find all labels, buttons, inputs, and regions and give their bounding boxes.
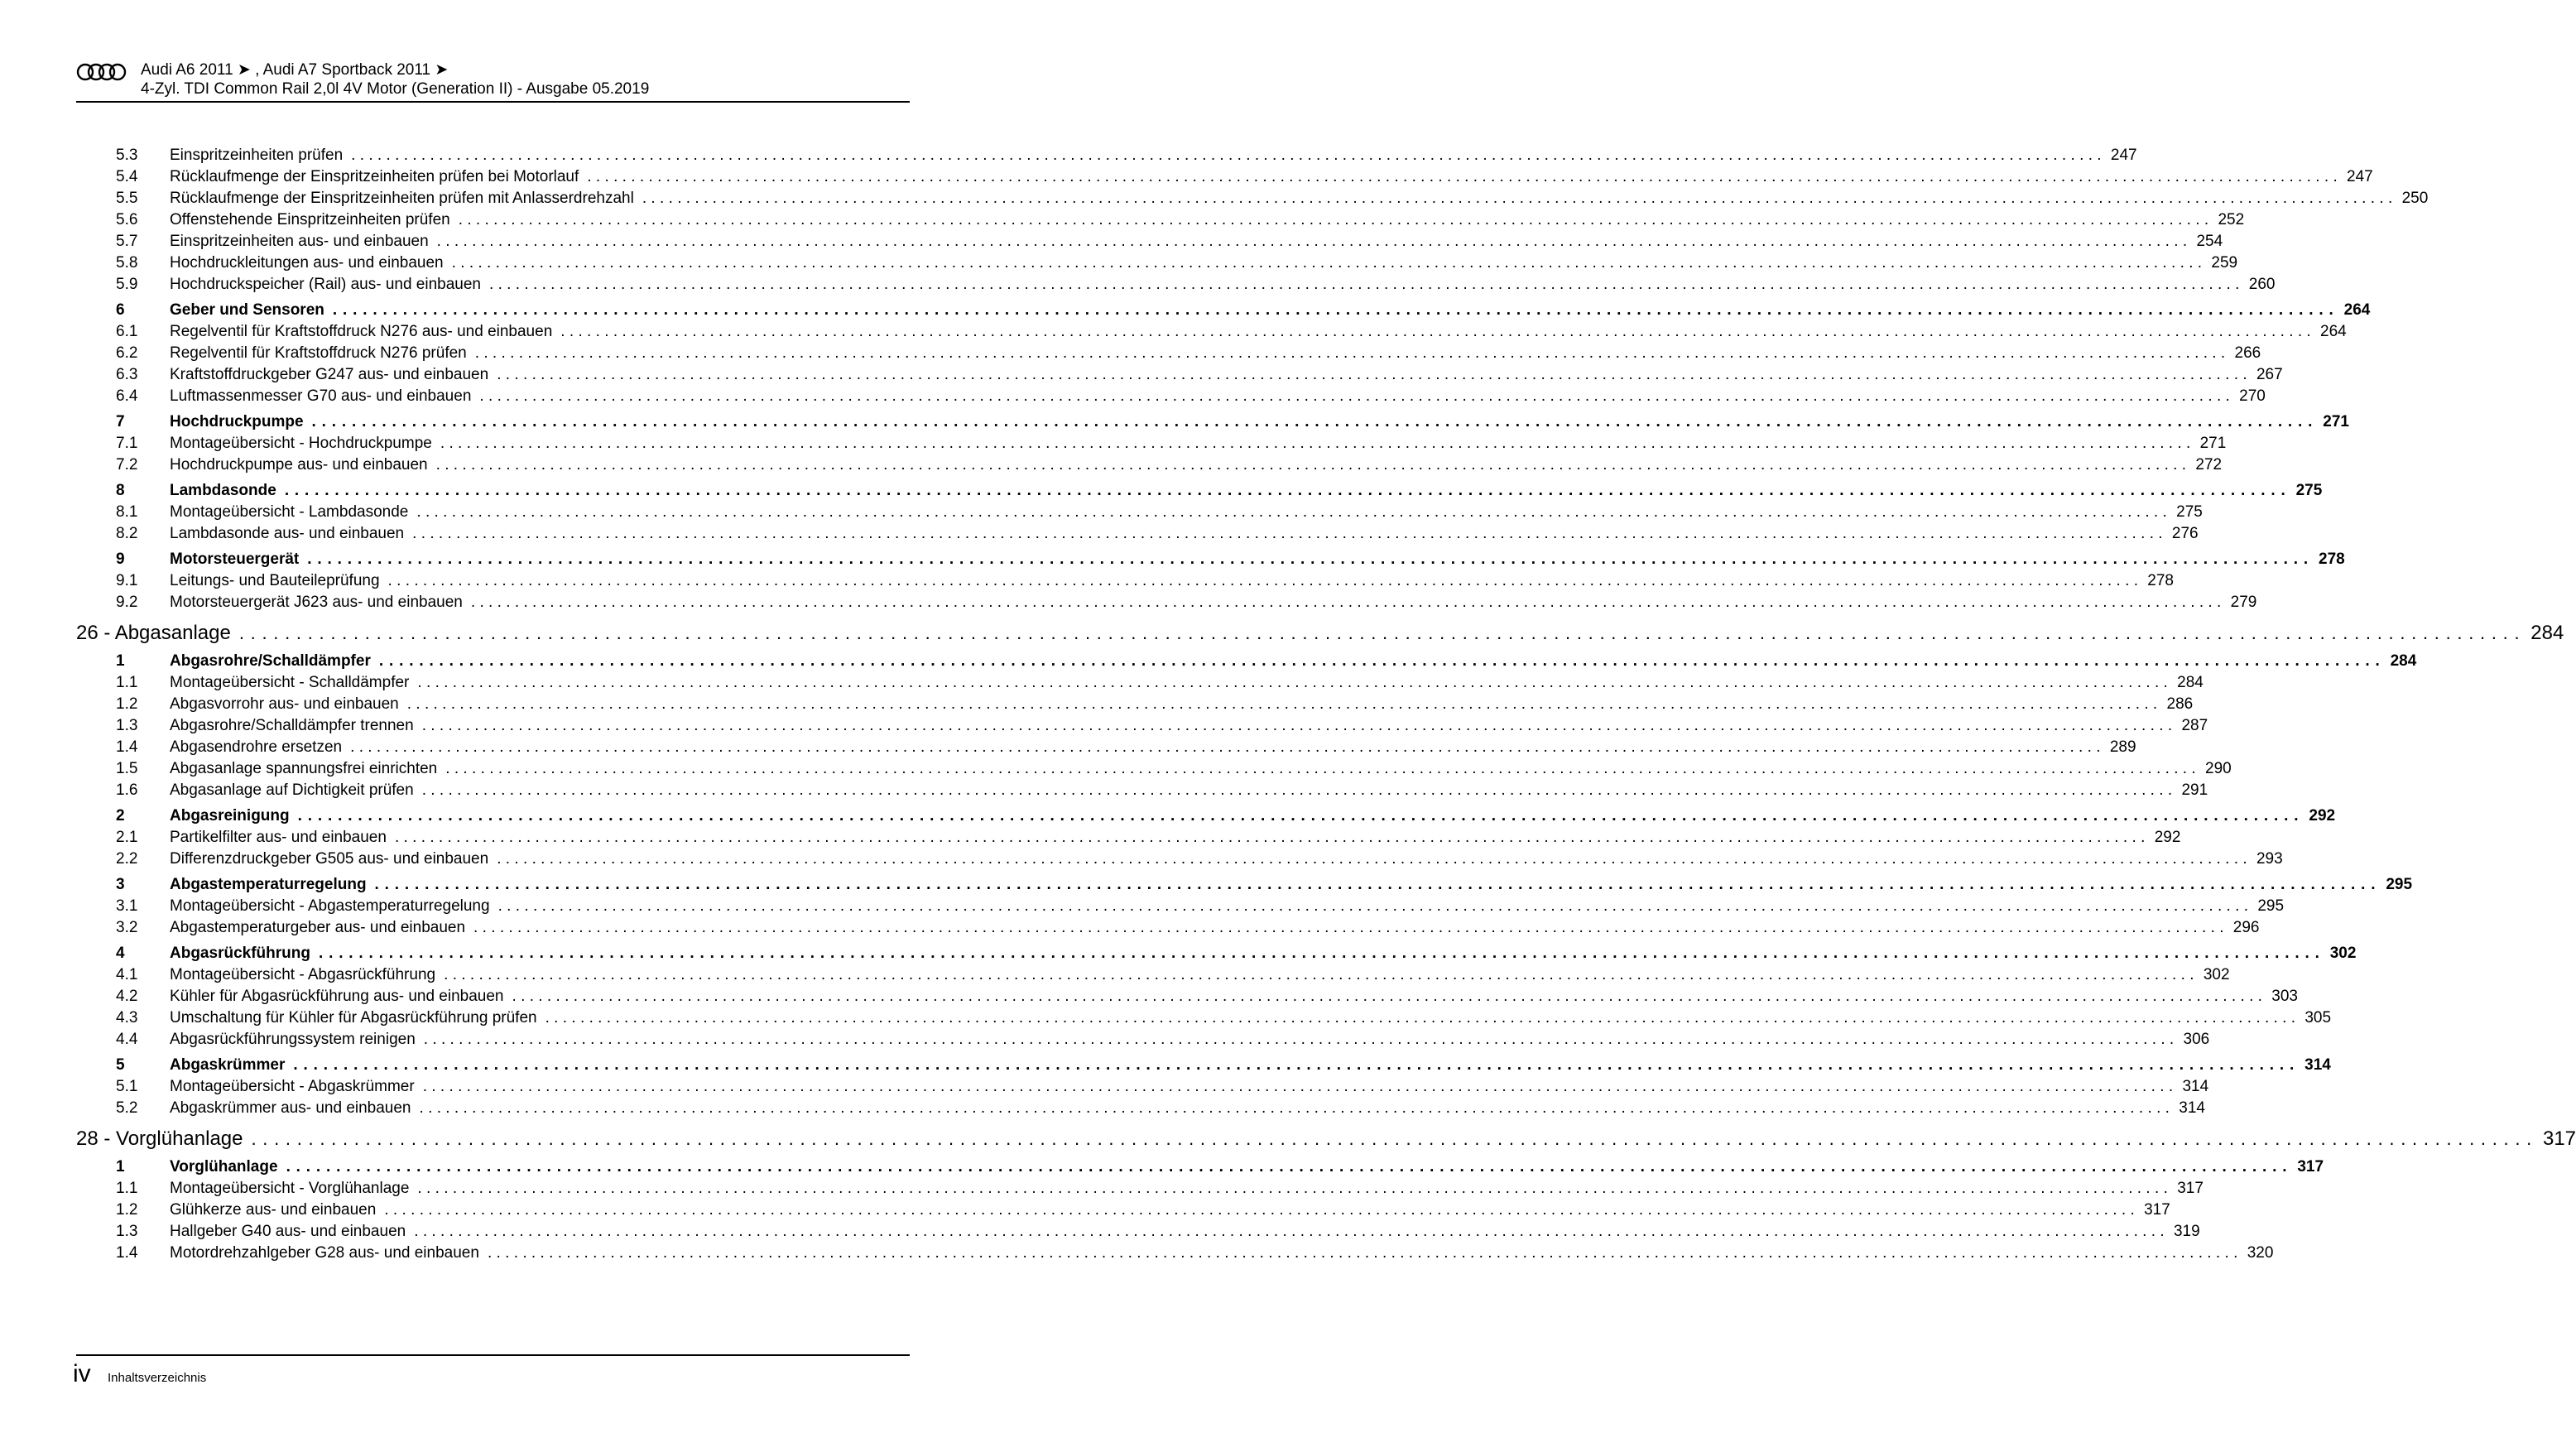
toc-entry-title[interactable]: 28 - Vorglühanlage — [76, 1127, 243, 1150]
toc-entry-page: 271 — [2199, 435, 2227, 452]
toc-dot-leader: ........................................................................................................................................................................................................ — [419, 1099, 2175, 1117]
toc-entry-title[interactable]: Glühkerze aus- und einbauen — [170, 1201, 377, 1219]
toc-entry-number: 8.2 — [116, 525, 138, 542]
toc-entry-page: 286 — [2166, 695, 2194, 713]
toc-entry-title[interactable]: Abgasvorrohr aus- und einbauen — [170, 695, 399, 713]
toc-section-row[interactable] — [76, 1055, 2331, 1076]
toc-subsection-row[interactable] — [76, 252, 2238, 274]
toc-entry-page: 290 — [2205, 760, 2232, 777]
toc-entry-number: 5.6 — [116, 211, 138, 228]
toc-entry-page: 302 — [2203, 966, 2230, 983]
toc-entry-title[interactable]: Abgasrückführungssystem reinigen — [170, 1031, 416, 1048]
toc-entry-title[interactable]: Vorglühanlage — [170, 1158, 278, 1176]
toc-entry-page: 284 — [2530, 622, 2564, 644]
toc-entry-title[interactable]: Rücklaufmenge der Einspritzeinheiten prüfen mit Anlasserdrehzahl — [170, 190, 634, 207]
toc-dot-leader: ........................................................................................................................................................................................................ — [374, 876, 2381, 893]
toc-entry-number: 1.3 — [116, 1223, 138, 1240]
toc-entry-page: 271 — [2323, 413, 2349, 430]
toc-entry-page: 260 — [2248, 276, 2276, 293]
toc-entry-title[interactable]: Umschaltung für Kühler für Abgasrückführung prüfen — [170, 1009, 537, 1026]
toc-entry-page: 272 — [2195, 456, 2223, 474]
toc-section-row[interactable] — [76, 943, 2357, 964]
toc-subsection-row[interactable] — [76, 780, 2208, 801]
toc-entry-page: 275 — [2295, 482, 2323, 499]
toc-dot-leader: ........................................................................................................................................................................................................ — [512, 988, 2267, 1005]
toc-dot-leader: ........................................................................................................................................................................................................ — [284, 482, 2291, 499]
footer-section-label: Inhaltsverzeichnis — [108, 1371, 207, 1385]
toc-chapter-row[interactable] — [76, 1126, 2576, 1152]
toc-entry-page: 303 — [2271, 988, 2298, 1005]
toc-dot-leader: ........................................................................................................................................................................................................ — [421, 717, 2177, 734]
toc-subsection-row[interactable] — [76, 209, 2245, 231]
toc-entry-page: 319 — [2173, 1223, 2200, 1240]
toc-dot-leader: ........................................................................................................................................................................................................ — [488, 276, 2244, 293]
toc-entry-number: 5.4 — [116, 168, 138, 185]
toc-entry-title[interactable]: Abgasrückführung — [170, 945, 310, 962]
toc-entry-page: 278 — [2147, 572, 2174, 589]
toc-entry-number: 1 — [116, 1158, 125, 1176]
toc-entry-page: 276 — [2171, 525, 2199, 542]
toc-entry-title[interactable]: Einspritzeinheiten prüfen — [170, 147, 344, 164]
toc-entry-page: 314 — [2304, 1056, 2331, 1074]
toc-entry-number: 7.1 — [116, 435, 138, 452]
toc-dot-leader: ........................................................................................................................................................................................................ — [416, 503, 2172, 521]
toc-subsection-row[interactable] — [76, 737, 2136, 758]
toc-subsection-row[interactable] — [76, 1221, 2200, 1243]
toc-subsection-row[interactable] — [76, 672, 2204, 694]
toc-entry-number: 1.3 — [116, 717, 138, 734]
toc-section-row[interactable] — [76, 549, 2345, 570]
toc-dot-leader: ........................................................................................................................................................................................................ — [286, 1158, 2293, 1176]
toc-dot-leader: ........................................................................................................................................................................................................ — [414, 1223, 2169, 1240]
toc-entry-number: 2.2 — [116, 850, 138, 868]
toc-entry-title[interactable]: Montageübersicht - Lambdasonde — [170, 503, 409, 521]
toc-dot-leader: ........................................................................................................................................................................................................ — [297, 807, 2304, 825]
toc-subsection-row[interactable] — [76, 321, 2347, 343]
toc-section-row[interactable] — [76, 874, 2413, 896]
toc-subsection-row[interactable] — [76, 433, 2227, 454]
toc-entry-title[interactable]: Kraftstoffdruckgeber G247 aus- und einbauen — [170, 366, 489, 383]
toc-entry-number: 1.2 — [116, 1201, 138, 1219]
toc-entry-page: 284 — [2390, 652, 2417, 670]
toc-entry-page: 306 — [2183, 1031, 2210, 1048]
toc-subsection-row[interactable] — [76, 188, 2429, 209]
toc-subsection-row[interactable] — [76, 986, 2298, 1007]
toc-chapter-row[interactable] — [76, 620, 2564, 647]
audi-rings-logo-icon — [76, 62, 127, 82]
toc-subsection-row[interactable] — [76, 231, 2223, 252]
toc-entry-page: 320 — [2247, 1244, 2274, 1262]
toc-entry-page: 314 — [2179, 1099, 2205, 1117]
toc-entry-page: 250 — [2401, 190, 2429, 207]
toc-dot-leader: ........................................................................................................................................................................................................ — [560, 323, 2316, 340]
toc-section-row[interactable] — [76, 805, 2336, 827]
toc-entry-number: 6 — [116, 301, 125, 319]
toc-dot-leader: ........................................................................................................................................................................................................ — [497, 850, 2252, 868]
toc-subsection-row[interactable] — [76, 343, 2261, 364]
footer-divider — [76, 1354, 910, 1356]
toc-subsection-row[interactable] — [76, 1007, 2332, 1029]
toc-dot-leader: ........................................................................................................................................................................................................ — [435, 456, 2191, 474]
toc-dot-leader: ........................................................................................................................................................................................................ — [451, 254, 2207, 272]
toc-entry-number: 5 — [116, 1056, 125, 1074]
toc-entry-page: 317 — [2297, 1158, 2324, 1176]
toc-dot-leader: ........................................................................................................................................................................................................ — [474, 344, 2230, 362]
toc-entry-title[interactable]: Kühler für Abgasrückführung aus- und einbauen — [170, 988, 504, 1005]
toc-entry-number: 6.3 — [116, 366, 138, 383]
toc-entry-title[interactable]: Motorsteuergerät J623 aus- und einbauen — [170, 594, 463, 611]
toc-entry-title[interactable]: Hallgeber G40 aus- und einbauen — [170, 1223, 406, 1240]
toc-entry-number: 9 — [116, 551, 125, 568]
toc-entry-page: 252 — [2218, 211, 2245, 228]
toc-entry-number: 8 — [116, 482, 125, 499]
toc-subsection-row[interactable] — [76, 454, 2223, 476]
toc-section-row[interactable] — [76, 651, 2417, 672]
toc-entry-page: 266 — [2234, 344, 2261, 362]
toc-entry-number: 3.1 — [116, 897, 138, 915]
toc-entry-number: 7.2 — [116, 456, 138, 474]
toc-subsection-row[interactable] — [76, 274, 2276, 296]
toc-entry-number: 4.4 — [116, 1031, 138, 1048]
toc-entry-title[interactable]: Abgasanlage auf Dichtigkeit prüfen — [170, 781, 414, 799]
toc-entry-title[interactable]: Partikelfilter aus- und einbauen — [170, 829, 387, 846]
toc-section-row[interactable] — [76, 1156, 2324, 1178]
toc-dot-leader: ........................................................................................................................................................................................................ — [642, 190, 2397, 207]
toc-entry-number: 6.2 — [116, 344, 138, 362]
toc-entry-page: 317 — [2542, 1127, 2576, 1150]
toc-dot-leader: ........................................................................................................................................................................................................ — [351, 147, 2106, 164]
toc-entry-number: 1.1 — [116, 1180, 138, 1197]
toc-subsection-row[interactable] — [76, 502, 2203, 523]
toc-dot-leader: ........................................................................................................................................................................................................ — [238, 623, 2526, 643]
toc-dot-leader: ........................................................................................................................................................................................................ — [412, 525, 2167, 542]
toc-entry-title[interactable]: Abgaskrümmer aus- und einbauen — [170, 1099, 411, 1117]
toc-entry-title[interactable]: Lambdasonde aus- und einbauen — [170, 525, 405, 542]
toc-subsection-row[interactable] — [76, 166, 2373, 188]
toc-dot-leader: ........................................................................................................................................................................................................ — [587, 168, 2343, 185]
toc-entry-page: 314 — [2182, 1078, 2209, 1095]
toc-subsection-row[interactable] — [76, 145, 2137, 166]
toc-entry-page: 293 — [2256, 850, 2283, 868]
toc-dot-leader: ........................................................................................................................................................................................................ — [487, 1244, 2242, 1262]
toc-dot-leader: ........................................................................................................................................................................................................ — [378, 652, 2386, 670]
toc-entry-number: 2 — [116, 807, 125, 825]
toc-entry-title[interactable]: Abgaskrümmer — [170, 1056, 286, 1074]
toc-entry-title[interactable]: Montageübersicht - Abgastemperaturregelung — [170, 897, 490, 915]
toc-entry-title[interactable]: Rücklaufmenge der Einspritzeinheiten prüfen bei Motorlauf — [170, 168, 579, 185]
toc-entry-page: 259 — [2211, 254, 2238, 272]
toc-entry-title[interactable]: Differenzdruckgeber G505 aus- und einbauen — [170, 850, 489, 868]
toc-entry-page: 284 — [2177, 674, 2204, 691]
toc-entry-page: 278 — [2319, 551, 2345, 568]
toc-entry-title[interactable]: Geber und Sensoren — [170, 301, 324, 319]
toc-entry-page: 247 — [2110, 147, 2137, 164]
toc-dot-leader: ........................................................................................................................................................................................................ — [421, 781, 2177, 799]
toc-entry-number: 9.2 — [116, 594, 138, 611]
toc-entry-page: 254 — [2196, 233, 2223, 250]
toc-dot-leader: ........................................................................................................................................................................................................ — [307, 551, 2314, 568]
footer-page-number: iv — [73, 1360, 91, 1387]
toc-entry-number: 5.8 — [116, 254, 138, 272]
toc-subsection-row[interactable] — [76, 523, 2199, 545]
toc-entry-page: 292 — [2154, 829, 2181, 846]
toc-section-row[interactable] — [76, 411, 2349, 433]
toc-entry-title[interactable]: Montageübersicht - Schalldämpfer — [170, 674, 410, 691]
toc-entry-number: 3 — [116, 876, 125, 893]
toc-entry-title[interactable]: Regelventil für Kraftstoffdruck N276 aus- und einbauen — [170, 323, 553, 340]
toc-entry-page: 317 — [2177, 1180, 2204, 1197]
toc-entry-number: 1.4 — [116, 1244, 138, 1262]
toc-entry-number: 9.1 — [116, 572, 138, 589]
toc-dot-leader: ........................................................................................................................................................................................................ — [444, 966, 2199, 983]
toc-entry-title[interactable]: Hochdruckpumpe — [170, 413, 304, 430]
toc-entry-title[interactable]: Abgastemperaturregelung — [170, 876, 367, 893]
toc-dot-leader: ........................................................................................................................................................................................................ — [318, 945, 2325, 962]
toc-entry-title[interactable]: Abgasreinigung — [170, 807, 290, 825]
toc-entry-page: 305 — [2304, 1009, 2332, 1026]
toc-entry-page: 264 — [2320, 323, 2347, 340]
toc-entry-title[interactable]: Hochdruckpumpe aus- und einbauen — [170, 456, 428, 474]
toc-entry-page: 317 — [2144, 1201, 2170, 1219]
toc-entry-number: 5.1 — [116, 1078, 138, 1095]
toc-entry-title[interactable]: Motordrehzahlgeber G28 aus- und einbauen — [170, 1244, 479, 1262]
toc-dot-leader: ........................................................................................................................................................................................................ — [387, 572, 2143, 589]
toc-entry-number: 5.3 — [116, 147, 138, 164]
toc-entry-number: 5.9 — [116, 276, 138, 293]
header-engine-line: 4-Zyl. TDI Common Rail 2,0l 4V Motor (Generation II) - Ausgabe 05.2019 — [141, 80, 650, 98]
toc-section-row[interactable] — [76, 300, 2371, 321]
toc-entry-page: 275 — [2176, 503, 2203, 521]
toc-dot-leader: ........................................................................................................................................................................................................ — [497, 366, 2252, 383]
toc-subsection-row[interactable] — [76, 364, 2283, 386]
toc-dot-leader: ........................................................................................................................................................................................................ — [293, 1056, 2300, 1074]
toc-entry-number: 8.1 — [116, 503, 138, 521]
toc-subsection-row[interactable] — [76, 592, 2257, 613]
toc-dot-leader: ........................................................................................................................................................................................................ — [497, 897, 2253, 915]
toc-entry-number: 1.1 — [116, 674, 138, 691]
toc-entry-page: 279 — [2230, 594, 2257, 611]
toc-dot-leader: ........................................................................................................................................................................................................ — [479, 387, 2235, 405]
toc-entry-title[interactable]: Montageübersicht - Vorglühanlage — [170, 1180, 410, 1197]
toc-entry-number: 1.5 — [116, 760, 138, 777]
toc-entry-number: 5.5 — [116, 190, 138, 207]
toc-dot-leader: ........................................................................................................................................................................................................ — [458, 211, 2213, 228]
toc-entry-title[interactable]: 26 - Abgasanlage — [76, 622, 231, 644]
toc-subsection-row[interactable] — [76, 1243, 2274, 1264]
toc-entry-number: 6.1 — [116, 323, 138, 340]
toc-dot-leader: ........................................................................................................................................................................................................ — [417, 1180, 2173, 1197]
toc-dot-leader: ........................................................................................................................................................................................................ — [350, 738, 2105, 756]
toc-section-row[interactable] — [76, 480, 2323, 502]
toc-dot-leader: ........................................................................................................................................................................................................ — [436, 233, 2192, 250]
toc-entry-page: 292 — [2309, 807, 2336, 825]
toc-entry-title[interactable]: Montageübersicht - Hochdruckpumpe — [170, 435, 432, 452]
toc-entry-number: 5.2 — [116, 1099, 138, 1117]
toc-subsection-row[interactable] — [76, 1098, 2205, 1119]
toc-entry-number: 2.1 — [116, 829, 138, 846]
toc-dot-leader: ........................................................................................................................................................................................................ — [406, 695, 2162, 713]
toc-entry-title[interactable]: Hochdruckspeicher (Rail) aus- und einbauen — [170, 276, 481, 293]
toc-entry-page: 291 — [2181, 781, 2208, 799]
toc-entry-number: 1.2 — [116, 695, 138, 713]
toc-entry-title[interactable]: Abgastemperaturgeber aus- und einbauen — [170, 919, 466, 936]
toc-entry-number: 4 — [116, 945, 125, 962]
toc-subsection-row[interactable] — [76, 896, 2285, 917]
toc-entry-title[interactable]: Montageübersicht - Abgasrückführung — [170, 966, 436, 983]
toc-entry-title[interactable]: Abgasrohre/Schalldämpfer — [170, 652, 371, 670]
toc-entry-page: 247 — [2347, 168, 2373, 185]
toc-entry-title[interactable]: Einspritzeinheiten aus- und einbauen — [170, 233, 429, 250]
toc-entry-title[interactable]: Lambdasonde — [170, 482, 276, 499]
header-divider — [76, 101, 910, 103]
toc-entry-number: 7 — [116, 413, 125, 430]
toc-entry-number: 4.1 — [116, 966, 138, 983]
toc-dot-leader: ........................................................................................................................................................................................................ — [440, 435, 2195, 452]
toc-entry-number: 6.4 — [116, 387, 138, 405]
toc-dot-leader: ........................................................................................................................................................................................................ — [445, 760, 2200, 777]
toc-entry-page: 295 — [2386, 876, 2413, 893]
toc-entry-page: 302 — [2329, 945, 2357, 962]
toc-entry-number: 3.2 — [116, 919, 138, 936]
toc-subsection-row[interactable] — [76, 570, 2174, 592]
toc-entry-page: 270 — [2239, 387, 2266, 405]
table-of-contents — [76, 145, 2576, 1264]
toc-dot-leader: ........................................................................................................................................................................................................ — [473, 919, 2228, 936]
toc-entry-number: 1 — [116, 652, 125, 670]
toc-dot-leader: ........................................................................................................................................................................................................ — [417, 674, 2173, 691]
toc-subsection-row[interactable] — [76, 964, 2230, 986]
toc-dot-leader: ........................................................................................................................................................................................................ — [470, 594, 2226, 611]
toc-dot-leader: ........................................................................................................................................................................................................ — [422, 1078, 2178, 1095]
toc-dot-leader: ........................................................................................................................................................................................................ — [251, 1128, 2538, 1149]
toc-entry-page: 289 — [2109, 738, 2136, 756]
toc-entry-page: 295 — [2257, 897, 2285, 915]
toc-dot-leader: ........................................................................................................................................................................................................ — [332, 301, 2339, 319]
toc-entry-page: 287 — [2181, 717, 2208, 734]
toc-subsection-row[interactable] — [76, 715, 2208, 737]
header-vehicle-line: Audi A6 2011 ➤ , Audi A7 Sportback 2011 ➤ — [141, 61, 449, 79]
toc-subsection-row[interactable] — [76, 849, 2283, 870]
toc-entry-title[interactable]: Offenstehende Einspritzeinheiten prüfen — [170, 211, 450, 228]
toc-entry-title[interactable]: Luftmassenmesser G70 aus- und einbauen — [170, 387, 472, 405]
toc-subsection-row[interactable] — [76, 1076, 2209, 1098]
toc-entry-page: 267 — [2256, 366, 2283, 383]
toc-entry-number: 5.7 — [116, 233, 138, 250]
toc-dot-leader: ........................................................................................................................................................................................................ — [545, 1009, 2300, 1026]
toc-entry-title[interactable]: Motorsteuergerät — [170, 551, 300, 568]
toc-subsection-row[interactable] — [76, 758, 2232, 780]
toc-dot-leader: ........................................................................................................................................................................................................ — [311, 413, 2319, 430]
toc-entry-title[interactable]: Abgasendrohre ersetzen — [170, 738, 343, 756]
toc-entry-number: 4.2 — [116, 988, 138, 1005]
toc-subsection-row[interactable] — [76, 827, 2181, 849]
toc-subsection-row[interactable] — [76, 1178, 2204, 1200]
toc-entry-page: 296 — [2232, 919, 2260, 936]
toc-entry-title[interactable]: Hochdruckleitungen aus- und einbauen — [170, 254, 444, 272]
toc-dot-leader: ........................................................................................................................................................................................................ — [423, 1031, 2179, 1048]
toc-subsection-row[interactable] — [76, 386, 2266, 407]
page-header — [76, 58, 904, 101]
toc-subsection-row[interactable] — [76, 1200, 2170, 1221]
toc-subsection-row[interactable] — [76, 917, 2260, 939]
toc-entry-number: 1.6 — [116, 781, 138, 799]
toc-entry-title[interactable]: Abgasrohre/Schalldämpfer trennen — [170, 717, 414, 734]
toc-entry-number: 4.3 — [116, 1009, 138, 1026]
toc-entry-title[interactable]: Regelventil für Kraftstoffdruck N276 prüfen — [170, 344, 467, 362]
toc-entry-title[interactable]: Montageübersicht - Abgaskrümmer — [170, 1078, 415, 1095]
toc-entry-page: 264 — [2343, 301, 2371, 319]
toc-subsection-row[interactable] — [76, 694, 2194, 715]
toc-entry-number: 1.4 — [116, 738, 138, 756]
toc-dot-leader: ........................................................................................................................................................................................................ — [384, 1201, 2140, 1219]
toc-subsection-row[interactable] — [76, 1029, 2210, 1051]
toc-dot-leader: ........................................................................................................................................................................................................ — [394, 829, 2150, 846]
toc-entry-title[interactable]: Leitungs- und Bauteileprüfung — [170, 572, 380, 589]
toc-entry-title[interactable]: Abgasanlage spannungsfrei einrichten — [170, 760, 438, 777]
